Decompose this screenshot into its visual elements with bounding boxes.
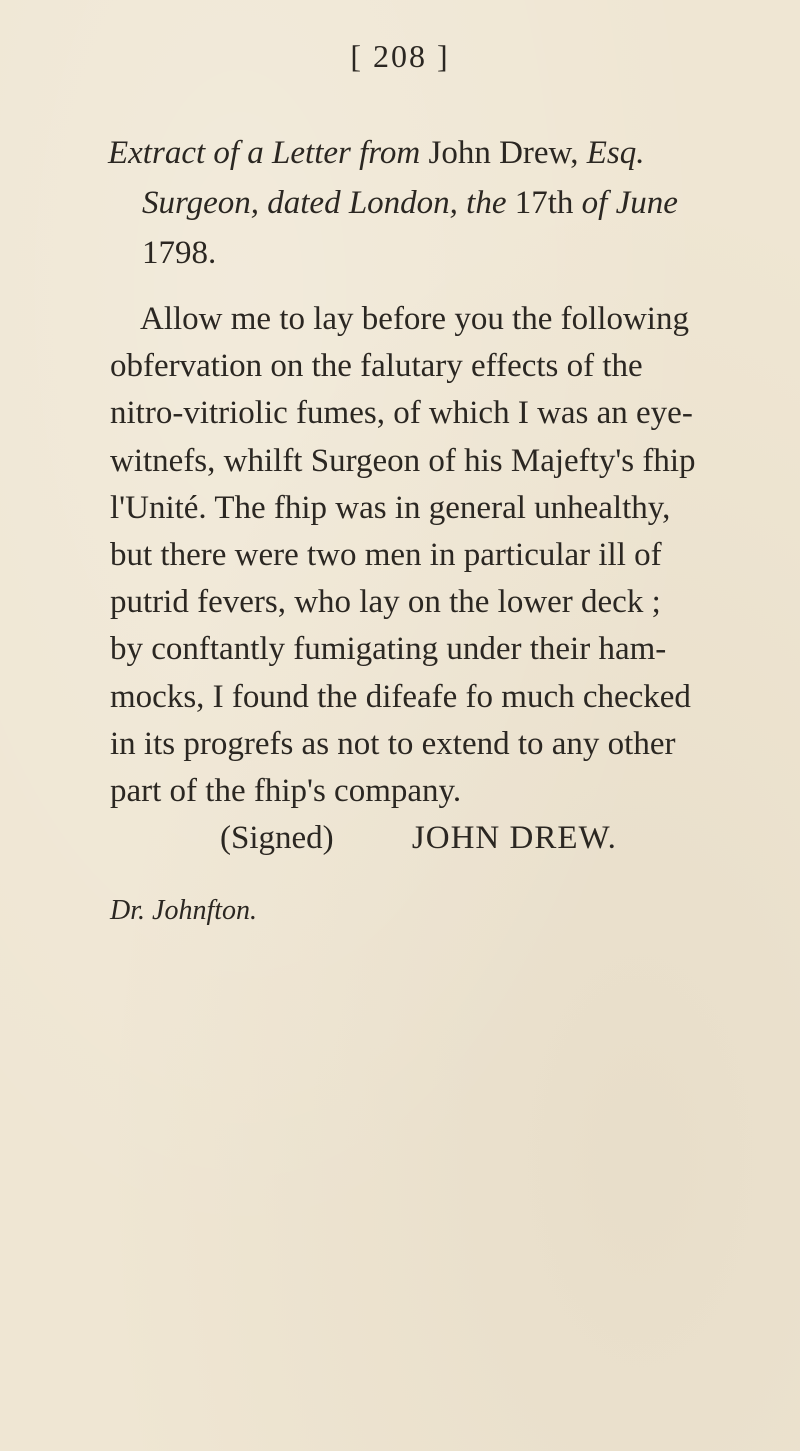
body-line: obfervation on the falutary effects of the (110, 348, 643, 385)
signatory-name: JOHN DREW. (411, 820, 617, 856)
body-line: l'Unité. The fhip was in general unhealthy, (110, 489, 671, 526)
addressee: Dr. Johnfton. (110, 895, 257, 926)
letter-body (110, 296, 750, 815)
heading-dated-label: Surgeon, dated London, the (142, 185, 507, 221)
page-number: [ 208 ] (350, 38, 450, 74)
heading-month: of June (581, 185, 678, 221)
heading-author-title: Esq. (586, 135, 645, 171)
body-line: in its progrefs as not to extend to any other (110, 725, 676, 762)
heading-line-2 (108, 178, 748, 228)
body-line: but there were two men in particular ill of (110, 537, 662, 574)
signed-label: (Signed) (220, 820, 334, 856)
heading-extract-label: Extract of a Letter from (108, 135, 421, 171)
heading-line-1 (108, 128, 748, 178)
heading-year: 1798. (142, 235, 217, 271)
heading-author-name: John Drew, (428, 135, 579, 171)
body-line: witnefs, whilft Surgeon of his Majefty's fhip (110, 442, 696, 479)
body-line: mocks, I found the difeafe fo much checked (110, 678, 691, 715)
heading-day: 17th (514, 185, 574, 221)
body-line: by conftantly fumigating under their ham- (110, 631, 667, 668)
signature-line (220, 820, 760, 857)
body-line: putrid fevers, who lay on the lower deck ; (110, 584, 661, 621)
letter-heading (108, 128, 748, 278)
body-line: nitro-vitriolic fumes, of which I was an eye- (110, 395, 693, 432)
body-line: Allow me to lay before you the following (140, 301, 689, 337)
body-line: part of the fhip's company. (110, 773, 462, 810)
